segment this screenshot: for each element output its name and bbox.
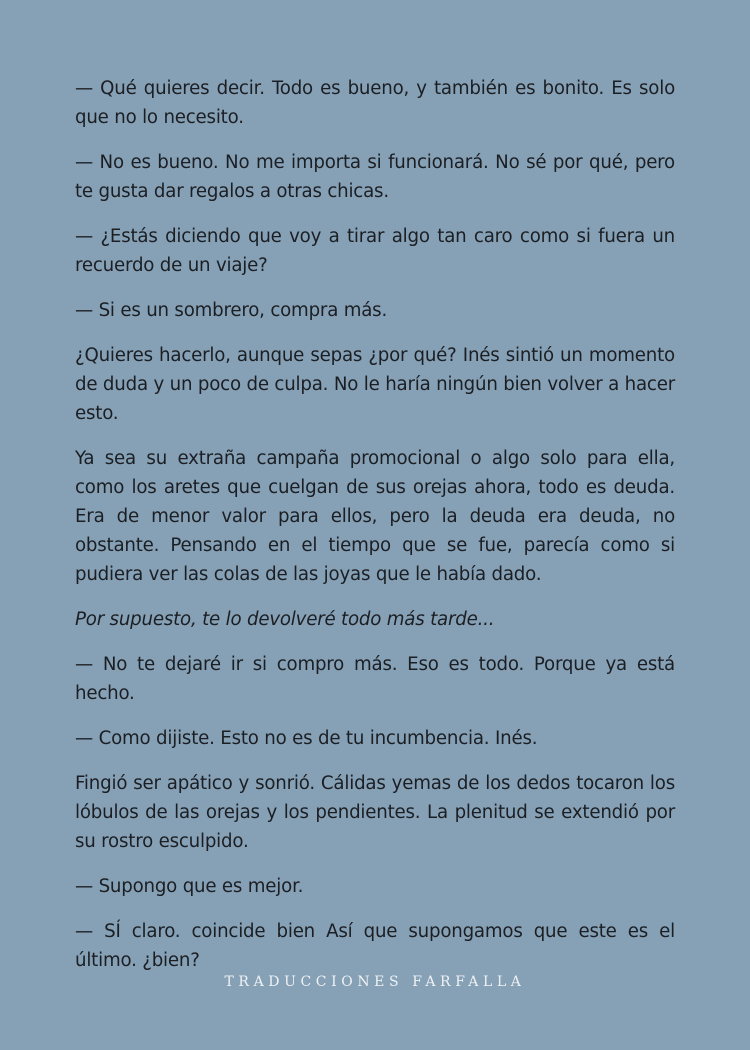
page-body [75, 74, 675, 991]
dialogue-paragraph: — Si es un sombrero, compra más. [75, 300, 388, 321]
narration-paragraph: ¿Quieres hacerlo, aunque sepas ¿por qué? Inés sintió un momento de duda y un poco de culpa. No le haría ningún bien volver a hacer esto. [75, 345, 675, 424]
inner-thought-paragraph: Por supuesto, te lo devolveré todo más tarde... [75, 609, 495, 630]
dialogue-paragraph: — No te dejaré ir si compro más. Eso es todo. Porque ya está hecho. [75, 654, 675, 704]
narration-paragraph: Ya sea su extraña campaña promocional o algo solo para ella, como los aretes que cuelgan de sus orejas ahora, todo es deuda. Era de menor valor para ellos, pero la deuda era deuda, no obstante. Pensando en el tiempo que se fue, parecía como si pudiera ver las colas de las joyas que le había dado. [75, 448, 675, 585]
dialogue-paragraph: — No es bueno. No me importa si funcionará. No sé por qué, pero te gusta dar regalos a otras chicas. [75, 152, 675, 202]
dialogue-paragraph: — SÍ claro. coincide bien Así que supongamos que este es el último. ¿bien? [75, 921, 675, 971]
dialogue-paragraph: — Supongo que es mejor. [75, 876, 304, 897]
dialogue-paragraph: — Qué quieres decir. Todo es bueno, y también es bonito. Es solo que no lo necesito. [75, 78, 675, 128]
narration-paragraph: Fingió ser apático y sonrió. Cálidas yemas de los dedos tocaron los lóbulos de las orejas y los pendientes. La plenitud se extendió por su rostro esculpido. [75, 773, 675, 852]
dialogue-paragraph: — ¿Estás diciendo que voy a tirar algo tan caro como si fuera un recuerdo de un viaje? [75, 226, 675, 276]
dialogue-paragraph: — Como dijiste. Esto no es de tu incumbencia. Inés. [75, 728, 538, 749]
translator-credit-footer: TRADUCCIONES FARFALLA [224, 974, 526, 990]
